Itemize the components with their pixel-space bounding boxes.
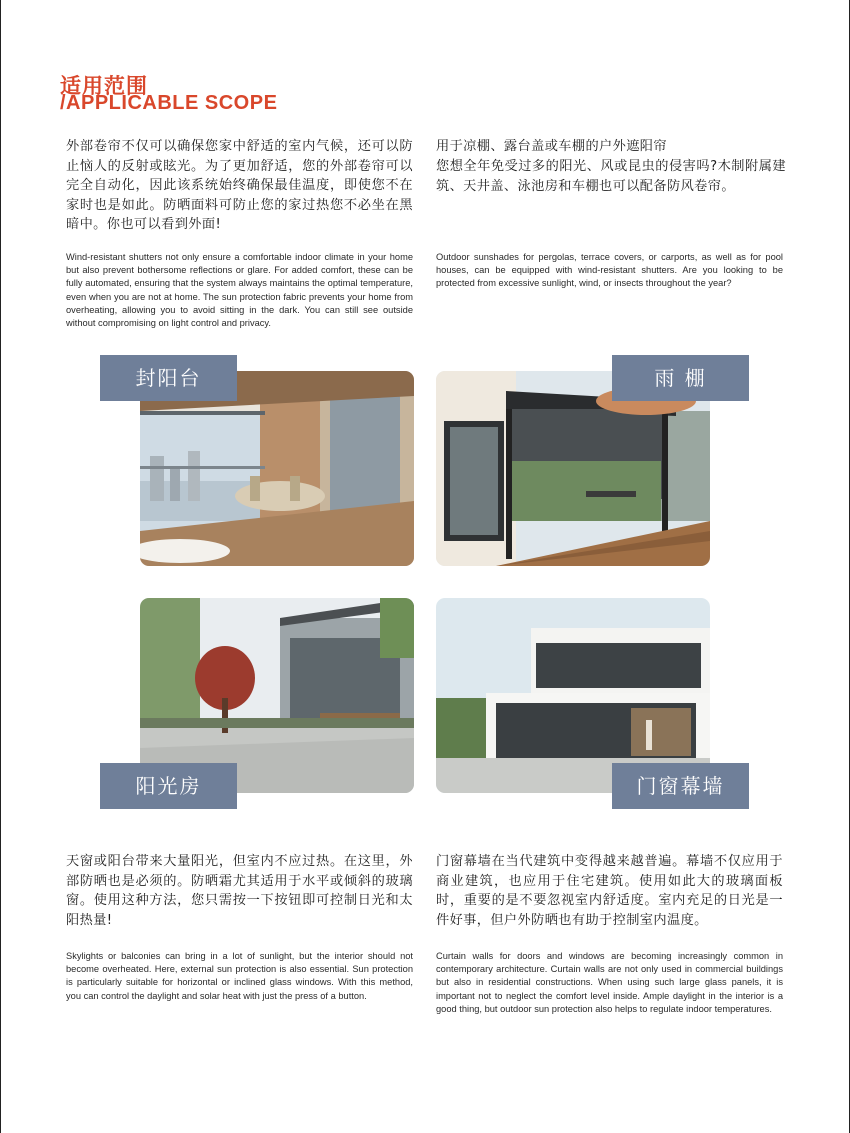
- bottom-right-cn: 门窗幕墙在当代建筑中变得越来越普遍。幕墙不仅应用于商业建筑，也应用于住宅建筑。使用如此大的玻璃面板时，重要的是不要忽视室内舒适度。室内充足的日光是一件好事，但户外防晒也有助于控制室内温度。: [436, 854, 783, 928]
- label-canopy: 雨 棚: [612, 355, 749, 401]
- intro-left-cn: 外部卷帘不仅可以确保您家中舒适的室内气候，还可以防止恼人的反射或眩光。为了更加舒适，您的外部卷帘可以完全自动化，因此该系统始终确保最佳温度，即使您不在家时也是如此。防晒面料可防止您的家过热您不必坐在黑暗中。你也可以看到外面!: [66, 139, 413, 233]
- label-sunroom: 阳光房: [100, 763, 237, 809]
- section-title-cn: 适用范围: [60, 74, 148, 98]
- label-curtain-wall: 门窗幕墙: [612, 763, 749, 809]
- page-border-left: [0, 0, 1, 1133]
- bottom-left-en: Skylights or balconies can bring in a lot of sunlight, but the interior should not become overheated. Here, external sun protection is also essential. Sun protection is particularly suitable for horizontal or inclined glass windows. With this method, you can control the daylight and solar heat with just the press of a button.: [66, 951, 413, 1001]
- bottom-left-cn: 天窗或阳台带来大量阳光，但室内不应过热。在这里，外部防晒也是必须的。防晒霜尤其适用于水平或倾斜的玻璃窗。使用这种方法，您只需按一下按钮即可控制日光和太阳热量!: [66, 854, 413, 928]
- intro-right-en: Outdoor sunshades for pergolas, terrace covers, or carports, as well as for pool houses, can be equipped with wind-resistant shutters. Are you looking to be protected from excessive sunlight, wind, or insects throughout the year?: [436, 252, 783, 289]
- label-balcony: 封阳台: [100, 355, 237, 401]
- section-title-en: /APPLICABLE SCOPE: [60, 92, 278, 114]
- intro-left-en: Wind-resistant shutters not only ensure a comfortable indoor climate in your home but also prevent bothersome reflections or glare. For added comfort, these can be fully automated, ensuring that the system always maintains the optimal temperature, even when you are not at home. The sun protection fabric prevents your home from overheating, allowing you to avoid sitting in the dark. You can still see outside without compromising on light control and privacy.: [66, 252, 413, 329]
- intro-right-cn: 您想全年免受过多的阳光、风或昆虫的侵害吗?木制附属建筑、天井盖、泳池房和车棚也可以配备防风卷帘。: [436, 159, 786, 194]
- intro-right-cn-heading: 用于凉棚、露台盖或车棚的户外遮阳帘: [436, 139, 667, 154]
- bottom-right-en: Curtain walls for doors and windows are becoming increasingly common in contemporary architecture. Curtain walls are not only used in commercial buildings but also in residential constructions. When using such large glass panels, it is important not to neglect the comfort level inside. Ample daylight in the interior is a good thing, but outdoor sun protection also helps to regulate indoor temperatures.: [436, 951, 783, 1014]
